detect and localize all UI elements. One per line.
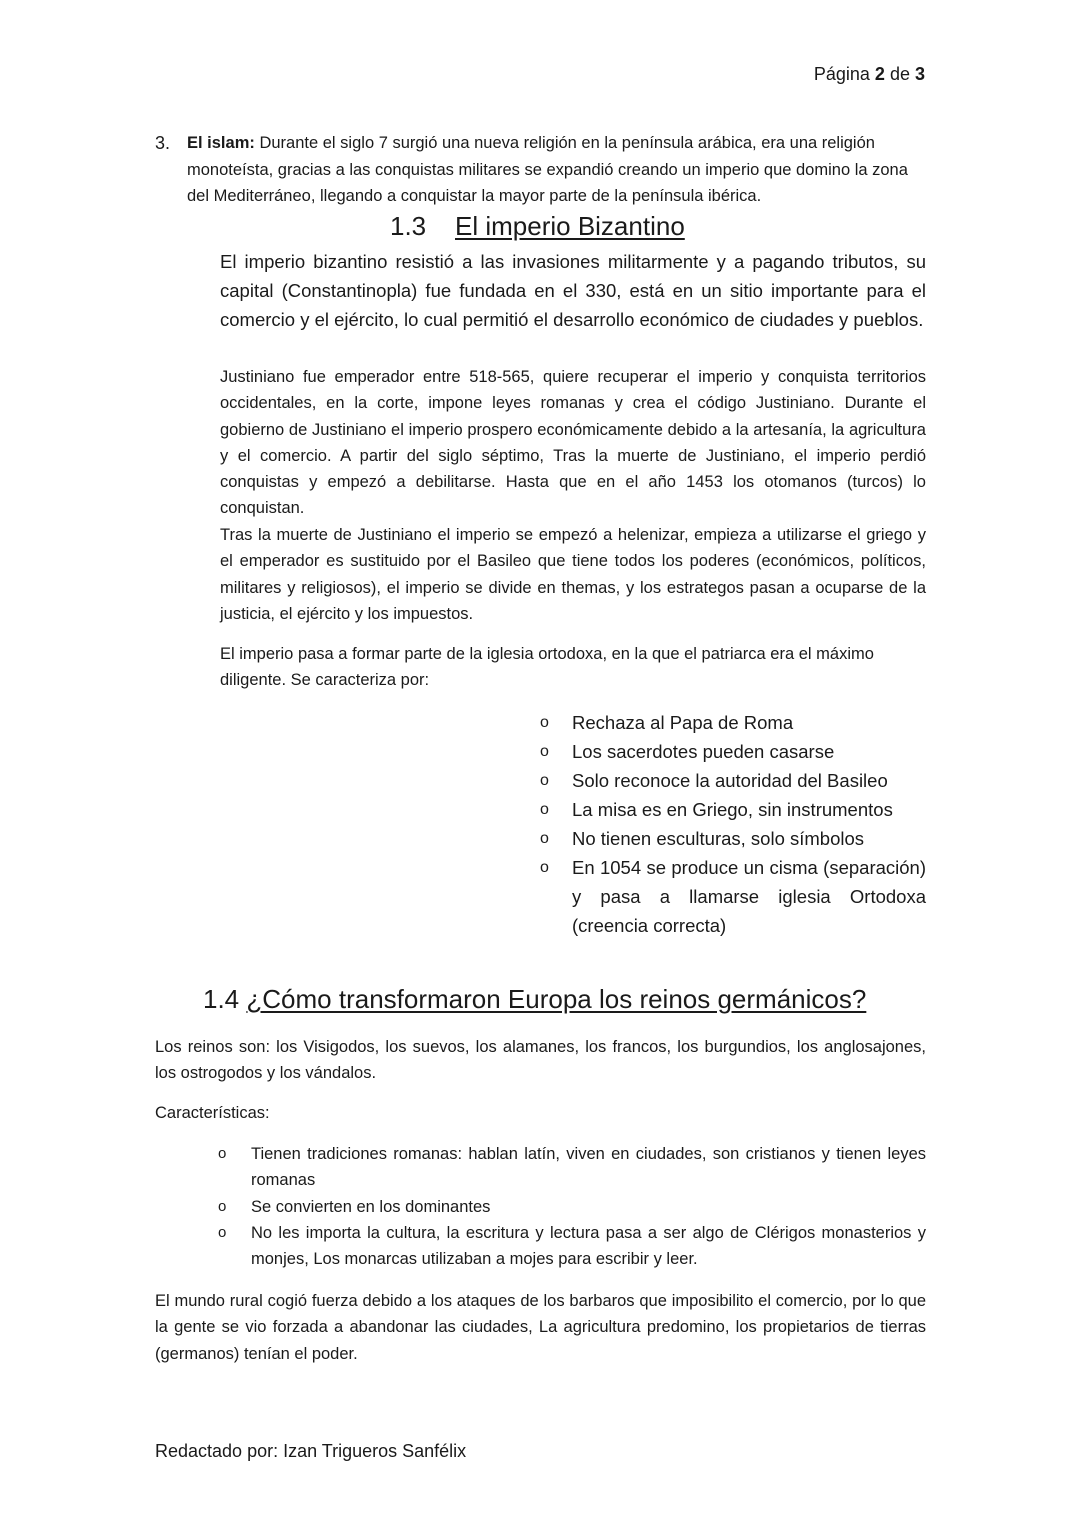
list-item xyxy=(540,795,926,824)
of-label: de xyxy=(889,64,910,84)
list-item-text: Solo reconoce la autoridad del Basileo xyxy=(572,770,888,791)
list-item xyxy=(218,1194,926,1220)
circle-bullet-icon: o xyxy=(540,830,549,847)
islam-paragraph xyxy=(187,130,926,210)
list-item xyxy=(218,1220,926,1273)
heading-germanicos xyxy=(203,980,866,1018)
heading-number: 1.3 xyxy=(390,211,427,241)
reinos-paragraph: Los reinos son: los Visigodos, los suevos, los alamanes, los francos, los burgundios, los anglosajones, los ostrogodos y los vándalos. xyxy=(155,1038,926,1083)
bizantino-paragraph-2: Justiniano fue emperador entre 518-565, quiere recuperar el imperio y conquista territorios occidentales, en la corte, impone leyes romanas y crea el código Justiniano. Durante el gobierno de Justiniano el imperio prospero económicamente debido a la artesanía, la agricultura y el comercio. A partir del siglo séptimo, Tras la muerte de Justiniano, el imperio perdió conquistas y empezó a debilitarse. Hasta que en el año 1453 los otomanos (turcos) lo conquistan. xyxy=(220,368,926,518)
heading-bizantino xyxy=(390,208,685,244)
circle-bullet-icon: o xyxy=(218,1197,227,1215)
list-item xyxy=(540,766,926,795)
list-item-text: En 1054 se produce un cisma (separación) y pasa a llamarse iglesia Ortodoxa (creencia correcta) xyxy=(572,857,926,936)
page-label: Página xyxy=(813,64,870,84)
caracteristicas-list xyxy=(218,1141,926,1272)
list-item xyxy=(218,1141,926,1194)
footer-author: Redactado por: Izan Trigueros Sanfélix xyxy=(155,1441,467,1461)
bizantino-paragraph-3: Tras la muerte de Justiniano el imperio se empezó a helenizar, empieza a utilizarse el griego y el emperador es sustituido por el Basileo que tiene todos los poderes (económicos, políticos, militares y religiosos), el imperio se divide en themas, y los estrategos pasan a ocuparse de la justicia, el ejército y los impuestos. xyxy=(220,526,926,623)
list-item-text: Los sacerdotes pueden casarse xyxy=(572,741,835,762)
caracteristicas-label: Características: xyxy=(155,1104,270,1122)
rural-paragraph: El mundo rural cogió fuerza debido a los ataques de los barbaros que imposibilito el comercio, por lo que la gente se vio forzada a abandonar las ciudades, La agricultura predomino, los propietarios de tierras (germanos) tenían el poder. xyxy=(155,1292,926,1363)
page-number xyxy=(814,64,925,85)
heading-title: El imperio Bizantino xyxy=(455,211,685,241)
circle-bullet-icon: o xyxy=(540,801,549,818)
total-pages: 3 xyxy=(914,64,925,84)
circle-bullet-icon: o xyxy=(540,714,549,731)
list-item-text: Se convierten en los dominantes xyxy=(251,1197,491,1216)
list-item xyxy=(540,737,926,766)
heading-title: ¿Cómo transformaron Europa los reinos germánicos? xyxy=(246,984,867,1014)
list-number: 3. xyxy=(155,133,171,153)
islam-text: Durante el siglo 7 surgió una nueva religión en la península arábica, era una religión monoteísta, gracias a las conquistas militares se expandió creando un imperio que domino la zona del Mediterráneo, llegando a conquistar la mayor parte de la península ibérica. xyxy=(187,134,908,205)
list-item-text: Tienen tradiciones romanas: hablan latín, viven en ciudades, son cristianos y tienen leyes romanas xyxy=(251,1145,926,1190)
circle-bullet-icon: o xyxy=(218,1223,227,1241)
islam-section xyxy=(155,130,926,210)
heading-number: 1.4 xyxy=(203,984,240,1014)
ortodoxa-list xyxy=(540,708,926,940)
bizantino-paragraph-1: El imperio bizantino resistió a las invasiones militarmente y a pagando tributos, su capital (Constantinopla) fue fundada en el 330, está en un sitio importante para el comercio y el ejército, lo cual permitió el desarrollo económico de ciudades y pueblos. xyxy=(220,251,926,330)
bizantino-paragraph-4: El imperio pasa a formar parte de la iglesia ortodoxa, en la que el patriarca era el máximo diligente. Se caracteriza por: xyxy=(220,645,874,690)
current-page: 2 xyxy=(874,64,885,84)
islam-title: El islam: xyxy=(187,134,255,152)
list-item-text: La misa es en Griego, sin instrumentos xyxy=(572,799,893,820)
list-item-text: No tienen esculturas, solo símbolos xyxy=(572,828,865,849)
list-item-text: Rechaza al Papa de Roma xyxy=(572,712,794,733)
list-item xyxy=(540,824,926,853)
circle-bullet-icon: o xyxy=(218,1145,227,1162)
list-item xyxy=(540,853,926,940)
circle-bullet-icon: o xyxy=(540,743,549,760)
circle-bullet-icon: o xyxy=(540,772,549,789)
list-item-text: No les importa la cultura, la escritura y lectura pasa a ser algo de Clérigos monasterios y monjes, Los monarcas utilizaban a mojes para escribir y leer. xyxy=(251,1223,926,1269)
circle-bullet-icon: o xyxy=(540,859,549,876)
list-item xyxy=(540,708,926,737)
